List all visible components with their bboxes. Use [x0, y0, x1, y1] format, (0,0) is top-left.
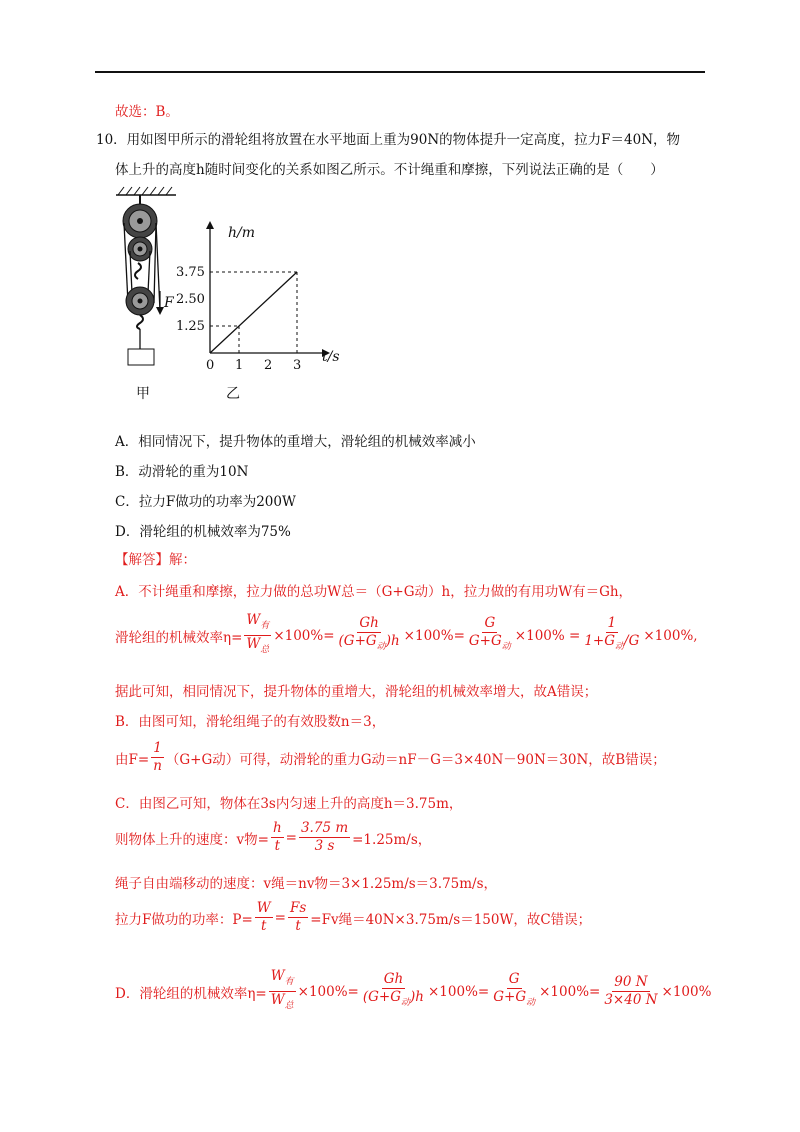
fraction-90-over-120: $\frac{90 N}{3\times 40 N}$ — [604, 974, 658, 1008]
x-axis-label: t/s — [322, 349, 340, 365]
figure-label-jia: 甲 — [136, 386, 150, 402]
solution-d-line: D．滑轮组的机械效率η= $\frac{W_有}{W_总}$ ×100%= $\frac{Gh}{(G+G_动)h}$ ×100%= $\frac{G}{G+G_动}$ ×100%= $\frac{90 N}{3\times 40 N}$ ×100% — [115, 968, 711, 1015]
figure-label-yi: 乙 — [226, 386, 240, 402]
fraction-fs-over-t: $\frac{Fs}{t}$ — [289, 900, 307, 934]
force-label: F — [164, 295, 174, 311]
c2-suffix: =1.25m/s， — [352, 831, 432, 848]
y-tick-label: 3.75 — [176, 265, 205, 280]
x-tick-label: 0 — [206, 358, 215, 373]
solution-a-line-1: A．不计绳重和摩擦，拉力做的总功W总＝（G+G动）h，拉力做的有用功W有＝Gh， — [115, 584, 633, 600]
solution-b-line-1: B．由图可知，滑轮组绳子的有效股数n＝3， — [115, 714, 386, 730]
solution-a-line-3: 据此可知，相同情况下，提升物体的重增大，滑轮组的机械效率增大，故A错误； — [115, 684, 598, 700]
efficiency-suffix: 100%, — [654, 627, 698, 644]
b2-suffix: （G+G动）可得，动滑轮的重力G动＝nF－G＝3×40N－90N＝30N，故B错误； — [165, 751, 666, 768]
previous-answer: 故选：B。 — [115, 104, 179, 120]
pulley-diagram — [110, 183, 350, 373]
efficiency-prefix: 滑轮组的机械效率η= — [115, 629, 243, 646]
fraction-375-over-3: $\frac{3.75 m}{3 s}$ — [300, 820, 349, 854]
c4-prefix: 拉力F做功的功率：P= — [115, 911, 253, 928]
fraction-gh: $\frac{Gh}{(G+G_动)h}$ — [338, 615, 400, 652]
fraction-gh-d: $\frac{Gh}{(G+G_动)h}$ — [362, 971, 424, 1008]
question-line-1: 10．用如图甲所示的滑轮组将放置在水平地面上重为90N的物体提升一定高度，拉力F＝40N，物 — [96, 132, 681, 148]
d-suffix: ×100% — [661, 983, 712, 1000]
x-tick-label: 3 — [293, 358, 302, 373]
solution-c-line-4: 拉力F做功的功率：P= $\frac{W}{t}$ = $\frac{Fs}{t}$ =Fv绳＝40N×3.75m/s＝150W，故C错误； — [115, 900, 592, 934]
b2-prefix: 由F= — [115, 751, 150, 768]
fraction-one-over: $\frac{1}{1+G_动/G}$ — [584, 615, 640, 652]
option-d: D．滑轮组的机械效率为75% — [115, 524, 291, 540]
fraction-w-ratio-d: $\frac{W_有}{W_总}$ — [270, 968, 294, 1011]
solution-a-line-2: 滑轮组的机械效率η= $\frac{W_有}{W_总}$ ×100%= $\frac{Gh}{(G+G_动)h}$ ×100%= $\frac{G}{G+G_动}$ ×100% = $\frac{1}{1+G_动/G}$ × 100%, — [115, 612, 698, 659]
solution-c-line-3: 绳子自由端移动的速度：v绳＝nv物＝3×1.25m/s＝3.75m/s， — [115, 876, 498, 892]
fraction-w-ratio: $\frac{W_有}{W_总}$ — [246, 612, 270, 655]
fraction-g-d: $\frac{G}{G+G_动}$ — [493, 971, 536, 1008]
header-rule — [95, 71, 705, 73]
y-axis-label: h/m — [228, 225, 256, 241]
c4-suffix: =Fv绳＝40N×3.75m/s＝150W，故C错误； — [310, 911, 592, 928]
y-tick-label: 1.25 — [176, 319, 205, 334]
solution-c-line-2: 则物体上升的速度：v物= $\frac{h}{t}$ = $\frac{3.75 m}{3 s}$ =1.25m/s， — [115, 820, 432, 854]
fraction-w-over-t: $\frac{W}{t}$ — [256, 900, 271, 934]
solution-c-line-1: C．由图乙可知，物体在3s内匀速上升的高度h＝3.75m， — [115, 796, 463, 812]
question-line-2: 体上升的高度h随时间变化的关系如图乙所示。不计绳重和摩擦，下列说法正确的是（ ） — [115, 162, 664, 178]
option-b: B．动滑轮的重为10N — [115, 464, 249, 480]
y-tick-label: 2.50 — [176, 292, 205, 307]
data-line — [210, 272, 297, 353]
option-a: A．相同情况下，提升物体的重增大，滑轮组的机械效率减小 — [115, 434, 476, 450]
fraction-one-over-n: $\frac{1}{n}$ — [153, 740, 162, 774]
solution-header: 【解答】解： — [115, 552, 196, 568]
fraction-g: $\frac{G}{G+G_动}$ — [468, 615, 511, 652]
d-prefix: D．滑轮组的机械效率η= — [115, 985, 267, 1002]
fraction-h-over-t: $\frac{h}{t}$ — [272, 820, 282, 854]
solution-b-line-2 — [115, 740, 666, 775]
x-tick-label: 2 — [264, 358, 273, 373]
option-c: C．拉力F做功的功率为200W — [115, 494, 296, 510]
x-tick-label: 1 — [235, 358, 244, 373]
c2-prefix: 则物体上升的速度：v物= — [115, 831, 269, 848]
